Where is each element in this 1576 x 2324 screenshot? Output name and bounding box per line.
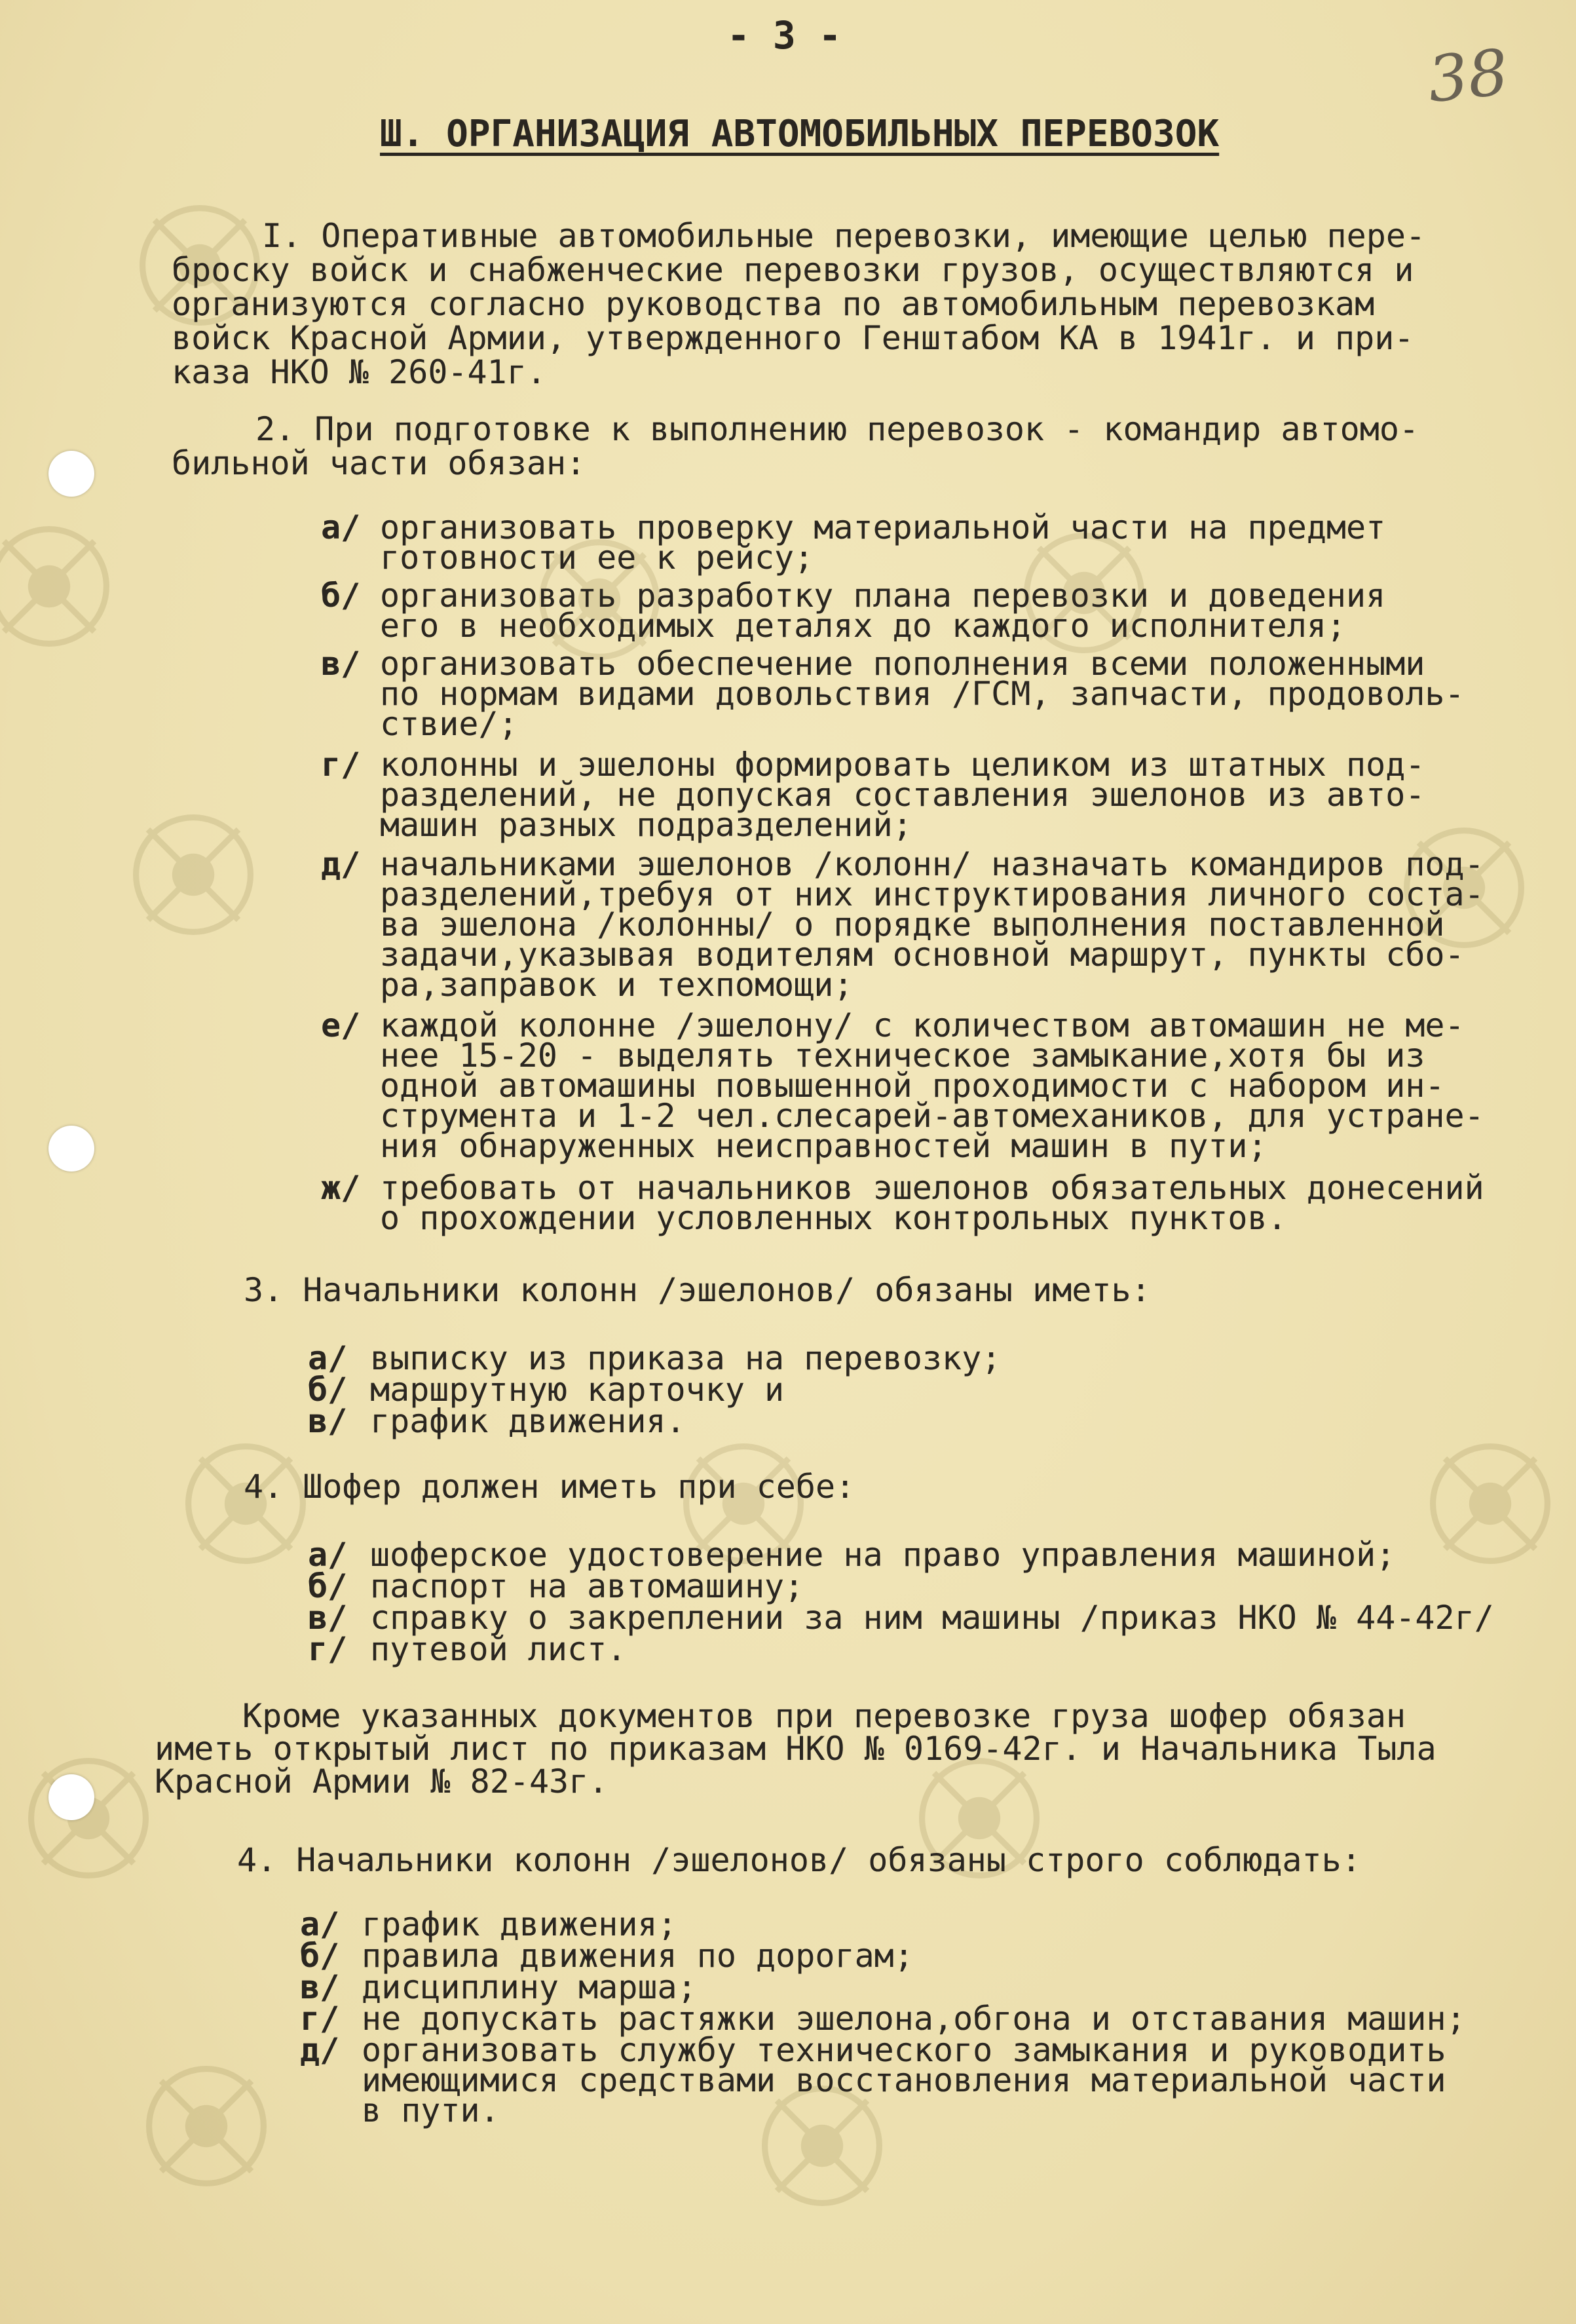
watermark-emblem-icon bbox=[1415, 1428, 1566, 1579]
section-heading: 3. Начальники колонн /эшелонов/ обязаны иметь: bbox=[244, 1271, 1151, 1309]
punch-hole bbox=[48, 1774, 94, 1820]
list-item-line: каждой колонне /эшелону/ с количеством автомашин не ме- bbox=[380, 1006, 1465, 1044]
list-item-line: не допускать растяжки эшелона,обгона и отставания машин; bbox=[362, 2000, 1466, 2038]
paragraph-line: бильной части обязан: bbox=[172, 444, 586, 482]
list-item-line: колонны и эшелоны формировать целиком из штатных под- bbox=[380, 746, 1425, 784]
list-item-label: б/ bbox=[308, 1567, 348, 1605]
section-title: Ш. ОРГАНИЗАЦИЯ АВТОМОБИЛЬНЫХ ПЕРЕВОЗОК bbox=[380, 113, 1220, 155]
list-item-line: разделений, не допуская составления эшелонов из авто- bbox=[380, 776, 1425, 814]
paragraph-line: организуются согласно руководства по автомобильным перевозкам bbox=[172, 285, 1375, 323]
list-item-line: правила движения по дорогам; bbox=[362, 1937, 914, 1975]
list-item-line: струмента и 1-2 чел.слесарей-автомехаников, для устране- bbox=[380, 1097, 1484, 1135]
paragraph-line: броску войск и снабженческие перевозки грузов, осуществляются и bbox=[172, 251, 1414, 289]
list-item-line: машин разных подразделений; bbox=[380, 806, 912, 844]
punch-hole bbox=[48, 451, 94, 497]
list-item-line: начальниками эшелонов /колонн/ назначать командиров под- bbox=[380, 845, 1484, 883]
list-item-line: график движения. bbox=[370, 1402, 686, 1440]
list-item-line: справку о закреплении за ним машины /приказ НКО № 44-42г/ bbox=[370, 1599, 1494, 1637]
list-item-line: ва эшелона /колонны/ о порядке выполнения поставленной bbox=[380, 905, 1445, 943]
list-item-label: а/ bbox=[300, 1905, 340, 1943]
page-number: - 3 - bbox=[727, 13, 842, 58]
watermark-emblem-icon bbox=[131, 2051, 282, 2201]
list-item-label: ж/ bbox=[321, 1169, 361, 1207]
list-item-label: в/ bbox=[321, 645, 361, 683]
list-item-label: а/ bbox=[308, 1536, 348, 1574]
list-item-line: путевой лист. bbox=[370, 1630, 627, 1668]
paragraph-line: войск Красной Армии, утвержденного Генштабом КА в 1941г. и при- bbox=[172, 319, 1414, 357]
list-item-label: в/ bbox=[308, 1402, 348, 1440]
paragraph-line: 2. При подготовке к выполнению перевозок - командир автомо- bbox=[255, 410, 1419, 448]
paragraph-line: иметь открытый лист по приказам НКО № 0169-42г. и Начальника Тыла bbox=[155, 1730, 1436, 1768]
punch-hole bbox=[48, 1126, 94, 1172]
list-item-label: а/ bbox=[321, 508, 361, 546]
list-item-line: ния обнаруженных неисправностей машин в пути; bbox=[380, 1127, 1267, 1165]
list-item-line: выписку из приказа на перевозку; bbox=[370, 1339, 1002, 1377]
watermark-emblem-icon bbox=[13, 1743, 164, 1894]
list-item-label: е/ bbox=[321, 1006, 361, 1044]
list-item-label: б/ bbox=[308, 1371, 348, 1409]
list-item-line: о прохождении условленных контрольных пунктов. bbox=[380, 1199, 1287, 1237]
list-item-label: а/ bbox=[308, 1339, 348, 1377]
list-item-line: его в необходимых деталях до каждого исполнителя; bbox=[380, 607, 1347, 645]
list-item-line: организовать проверку материальной части на предмет bbox=[380, 508, 1386, 546]
list-item-line: ствие/; bbox=[380, 705, 518, 743]
list-item-line: в пути. bbox=[362, 2091, 500, 2129]
list-item-line: одной автомашины повышенной проходимости с набором ин- bbox=[380, 1067, 1445, 1105]
paragraph-line: Красной Армии № 82-43г. bbox=[155, 1762, 609, 1800]
paragraph-line: каза НКО № 260-41г. bbox=[172, 353, 546, 391]
paragraph-line: I. Оперативные автомобильные перевозки, имеющие целью пере- bbox=[262, 217, 1426, 255]
list-item-label: г/ bbox=[300, 2000, 340, 2038]
list-item-label: г/ bbox=[308, 1630, 348, 1668]
list-item-line: организовать службу технического замыкания и руководить bbox=[362, 2031, 1446, 2069]
list-item-label: б/ bbox=[321, 577, 361, 615]
list-item-label: д/ bbox=[321, 845, 361, 883]
watermark-emblem-icon bbox=[0, 511, 124, 662]
list-item-line: готовности ее к рейсу; bbox=[380, 539, 814, 577]
list-item-line: разделений,требуя от них инструктирования личного соста- bbox=[380, 875, 1484, 913]
list-item-line: шоферское удостоверение на право управления машиной; bbox=[370, 1536, 1396, 1574]
list-item-line: маршрутную карточку и bbox=[370, 1371, 785, 1409]
list-item-label: в/ bbox=[300, 1968, 340, 2006]
list-item-line: задачи,указывая водителям основной маршрут, пункты сбо- bbox=[380, 936, 1465, 974]
section-heading: 4. Начальники колонн /эшелонов/ обязаны строго соблюдать: bbox=[237, 1841, 1361, 1879]
list-item-line: график движения; bbox=[362, 1905, 677, 1943]
handwritten-page-number: 38 bbox=[1424, 35, 1512, 117]
list-item-line: имеющимися средствами восстановления материальной части bbox=[362, 2061, 1446, 2099]
list-item-line: нее 15-20 - выделять техническое замыкание,хотя бы из bbox=[380, 1037, 1425, 1075]
section-heading: 4. Шофер должен иметь при себе: bbox=[244, 1468, 855, 1506]
list-item-line: организовать разработку плана перевозки и доведения bbox=[380, 577, 1386, 615]
list-item-line: ра,заправок и техпомощи; bbox=[380, 966, 854, 1004]
list-item-line: паспорт на автомашину; bbox=[370, 1567, 804, 1605]
list-item-line: организовать обеспечение пополнения всеми положенными bbox=[380, 645, 1425, 683]
list-item-label: г/ bbox=[321, 746, 361, 784]
list-item-label: в/ bbox=[308, 1599, 348, 1637]
list-item-label: д/ bbox=[300, 2031, 340, 2069]
list-item-line: по нормам видами довольствия /ГСМ, запчасти, продоволь- bbox=[380, 675, 1465, 713]
list-item-line: дисциплину марша; bbox=[362, 1968, 697, 2006]
list-item-label: б/ bbox=[300, 1937, 340, 1975]
list-item-line: требовать от начальников эшелонов обязательных донесений bbox=[380, 1169, 1484, 1207]
paragraph-line: Кроме указанных документов при перевозке груза шофер обязан bbox=[242, 1697, 1406, 1735]
watermark-emblem-icon bbox=[118, 799, 269, 950]
